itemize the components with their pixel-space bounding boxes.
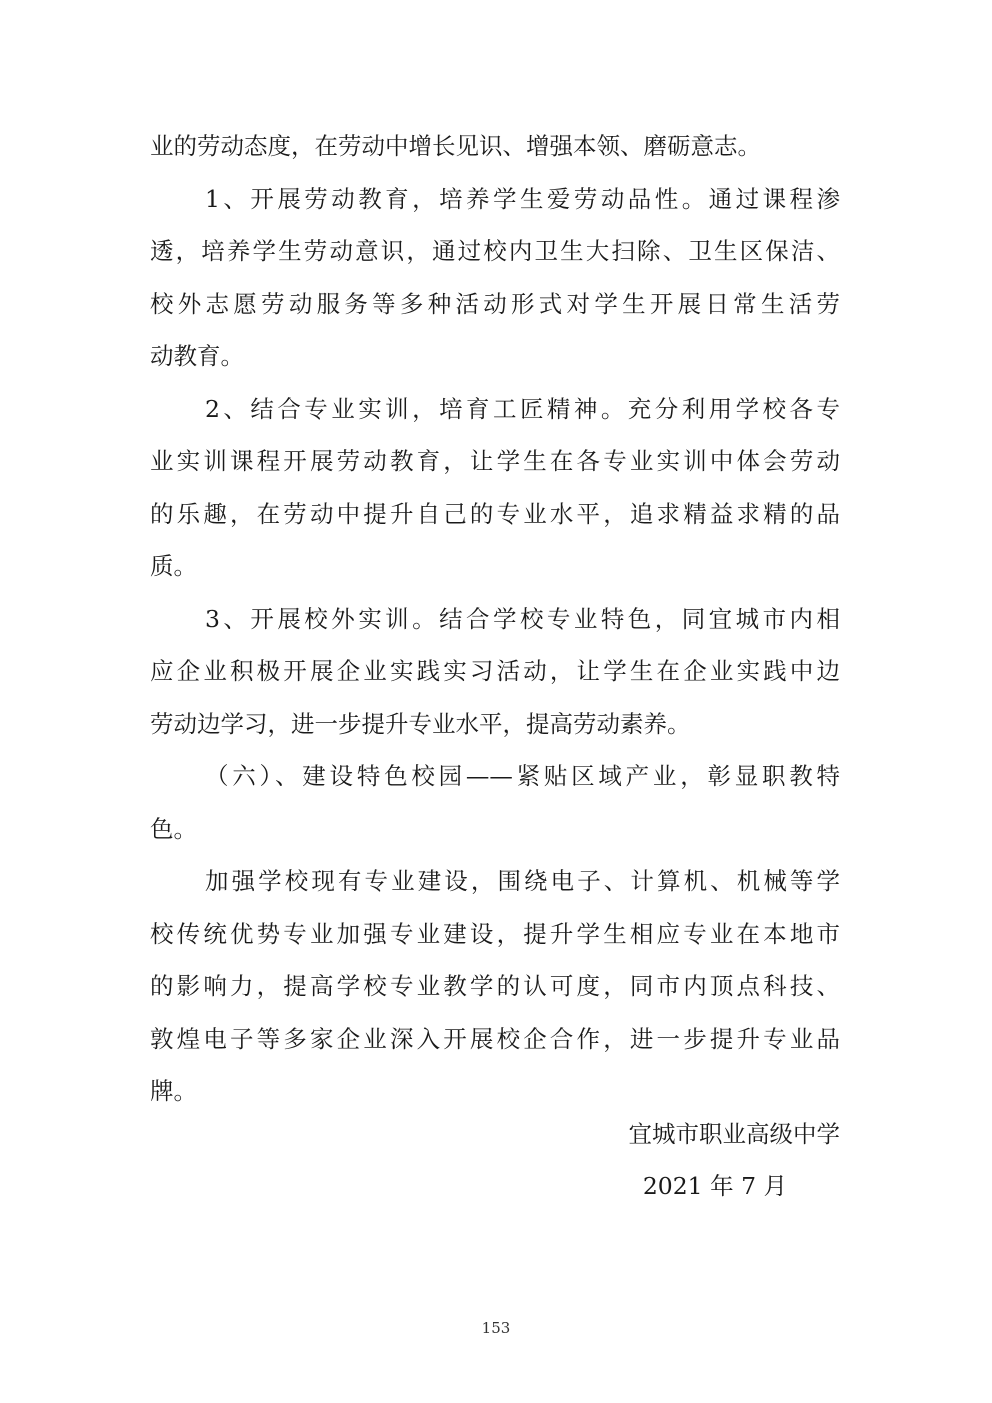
text-line: 透，培养学生劳动意识，通过校内卫生大扫除、卫生区保洁、 <box>150 237 840 265</box>
signature-organization: 宜城市职业高级中学 <box>628 1120 840 1148</box>
text-line: 1、开展劳动教育，培养学生爱劳动品性。通过课程渗 <box>205 184 840 213</box>
text-line: 敦煌电子等多家企业深入开展校企合作，进一步提升专业品 <box>150 1024 840 1053</box>
text-line: 动教育。 <box>150 342 244 370</box>
text-line: 3、开展校外实训。结合学校专业特色，同宜城市内相 <box>205 604 840 633</box>
text-line: 的影响力，提高学校专业教学的认可度，同市内顶点科技、 <box>150 972 840 1000</box>
page-number: 153 <box>481 1319 511 1337</box>
text-line: 的乐趣，在劳动中提升自己的专业水平，追求精益求精的品 <box>150 499 840 528</box>
text-line: 色。 <box>150 814 197 843</box>
text-line: 校传统优势专业加强专业建设，提升学生相应专业在本地市 <box>150 919 840 948</box>
text-line: 牌。 <box>150 1077 197 1105</box>
text-line: 应企业积极开展企业实践实习活动，让学生在企业实践中边 <box>150 657 840 685</box>
text-line: 业的劳动态度，在劳动中增长见识、增强本领、磨砺意志。 <box>150 132 761 160</box>
text-line: （六）、建设特色校园——紧贴区域产业，彰显职教特 <box>205 762 840 790</box>
text-line: 加强学校现有专业建设，围绕电子、计算机、机械等学 <box>205 867 840 895</box>
body-text <box>150 120 840 1118</box>
text-line: 校外志愿劳动服务等多种活动形式对学生开展日常生活劳 <box>150 289 840 318</box>
signature-date: 2021 年 7 月 <box>642 1172 787 1200</box>
text-line: 业实训课程开展劳动教育，让学生在各专业实训中体会劳动 <box>150 447 840 475</box>
text-line: 质。 <box>150 552 197 580</box>
text-line: 劳动边学习，进一步提升专业水平，提高劳动素养。 <box>150 709 691 738</box>
text-line: 2、结合专业实训，培育工匠精神。充分利用学校各专 <box>205 394 840 423</box>
